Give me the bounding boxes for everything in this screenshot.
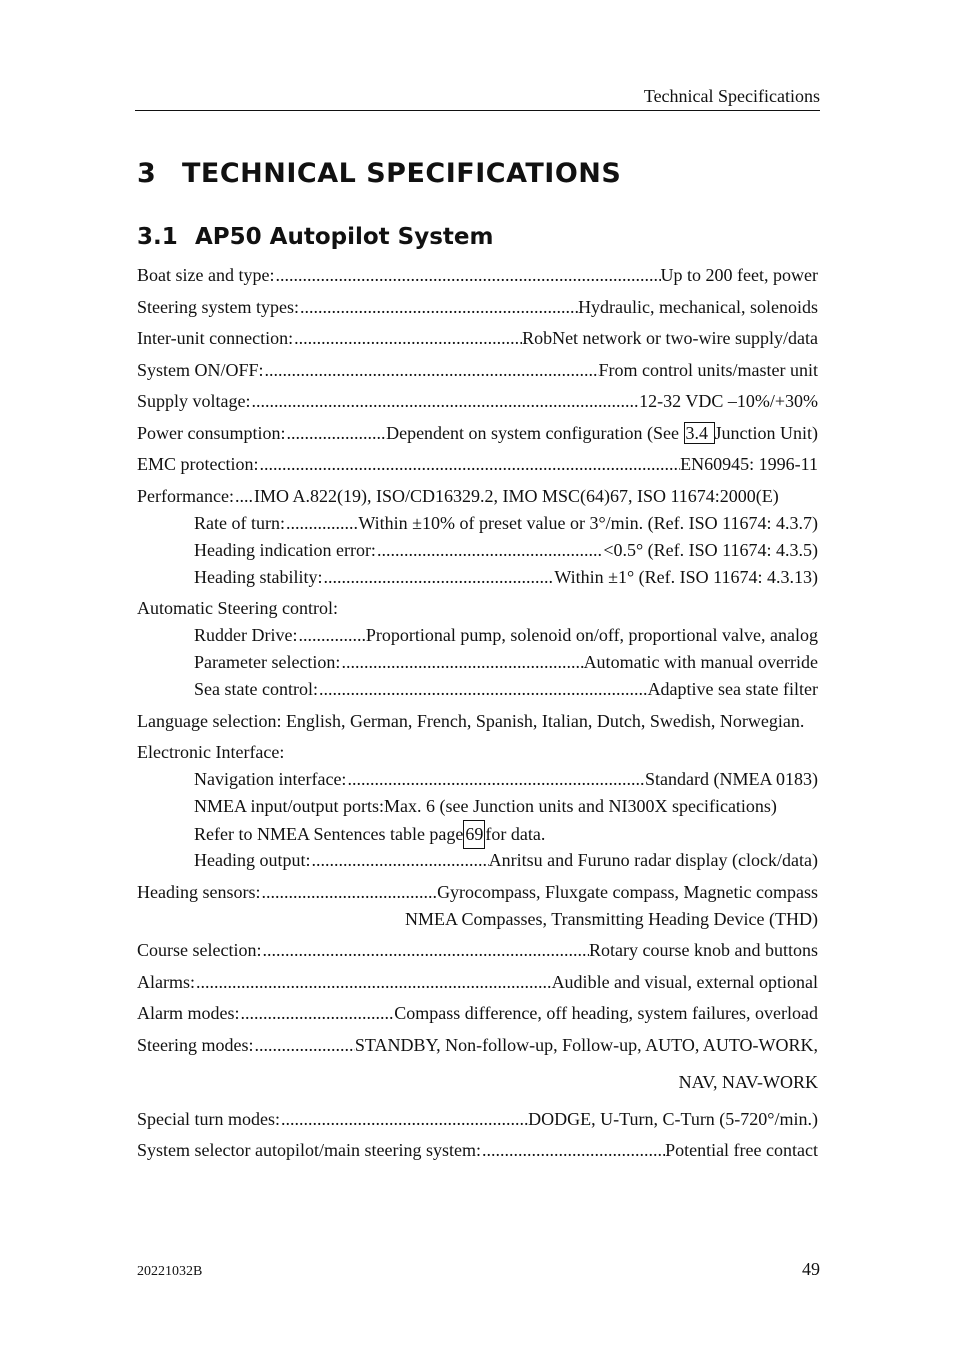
spec-special-turn — [137, 1106, 818, 1133]
chapter-number: 3 — [137, 158, 157, 189]
spec-rudder-drive — [194, 622, 818, 649]
leader-dots — [264, 357, 599, 384]
section-title: AP50 Autopilot System — [195, 224, 494, 250]
spec-label: Rate of turn: — [194, 512, 285, 533]
spec-rate-of-turn — [194, 510, 818, 537]
spec-value: Compass difference, off heading, system failures, overload — [394, 1003, 818, 1023]
spec-label: Rudder Drive: — [194, 625, 298, 645]
page-number: 49 — [802, 1259, 820, 1279]
spec-nmea-ports — [194, 793, 818, 820]
spec-label: Inter-unit connection: — [137, 328, 294, 348]
leader-dots — [260, 879, 437, 906]
leader-dots — [280, 1106, 528, 1133]
spec-value: Audible and visual, external optional — [551, 971, 818, 992]
leader-dots — [318, 676, 648, 703]
spec-label: Power consumption: — [137, 422, 286, 443]
spec-heading-sensors — [137, 879, 818, 906]
leader-dots — [261, 937, 589, 964]
spec-value: Within ±10% of preset value or 3°/min. (Ref. ISO 11674: 4.3.7) — [358, 512, 818, 533]
spec-label: Special turn modes: — [137, 1108, 280, 1129]
spec-value: Proportional pump, solenoid on/off, proportional valve, analog — [365, 625, 818, 645]
spec-label: Steering modes: — [137, 1034, 254, 1055]
spec-label: Heading sensors: — [137, 881, 261, 902]
spec-auto-steering — [137, 595, 818, 622]
spec-inter-unit — [137, 325, 818, 352]
leader-dots — [297, 622, 365, 649]
spec-value: Standard (NMEA 0183) — [645, 769, 818, 789]
spec-system-selector — [137, 1137, 818, 1164]
spec-steering-types — [137, 294, 818, 321]
spec-text: for data. — [485, 824, 546, 844]
leader-dots — [253, 1032, 354, 1059]
leader-dots — [285, 510, 358, 537]
page-reference-link[interactable]: 69 — [463, 820, 485, 849]
spec-language — [137, 708, 818, 735]
spec-value: <0.5° (Ref. ISO 11674: 4.3.5) — [603, 539, 818, 560]
spec-label: Electronic Interface: — [137, 742, 285, 762]
spec-nmea-reference — [194, 820, 818, 847]
spec-value: RobNet network or two-wire supply/data — [522, 328, 818, 348]
leader-dots — [251, 388, 640, 415]
section-heading — [137, 224, 493, 250]
header-rule — [135, 110, 820, 111]
spec-sea-state — [194, 676, 818, 703]
spec-label: NMEA input/output ports: — [194, 796, 385, 816]
spec-steering-modes — [137, 1032, 818, 1059]
spec-performance — [137, 483, 818, 510]
spec-heading-sensors-cont — [137, 906, 818, 933]
spec-value: IMO A.822(19), ISO/CD16329.2, IMO MSC(64)67, ISO 11674:2000(E) — [253, 485, 779, 506]
spec-label: System ON/OFF: — [137, 359, 264, 380]
spec-value: From control units/master unit — [598, 359, 818, 380]
leader-dots — [346, 766, 645, 793]
leader-dots — [310, 847, 488, 874]
spec-value-text: Junction Unit) — [714, 422, 818, 443]
spec-power-consumption — [137, 420, 818, 447]
leader-dots — [286, 420, 387, 447]
spec-label: Boat size and type: — [137, 265, 275, 285]
spec-value — [386, 420, 818, 447]
spec-boat-size — [137, 262, 818, 289]
spec-value: Gyrocompass, Fluxgate compass, Magnetic compass — [437, 881, 818, 902]
leader-dots — [340, 649, 583, 676]
spec-value: Potential free contact — [665, 1140, 818, 1160]
spec-value: Hydraulic, mechanical, solenoids — [578, 296, 818, 317]
spec-electronic-interface — [137, 739, 818, 766]
spec-value: NAV, NAV-WORK — [678, 1071, 818, 1092]
spec-label: Alarms: — [137, 971, 195, 992]
spec-course-selection — [137, 937, 818, 964]
leader-dots — [234, 483, 254, 510]
spec-heading-stability — [194, 564, 818, 591]
spec-parameter-selection — [194, 649, 818, 676]
leader-dots — [376, 537, 603, 564]
spec-value: Max. 6 (see Junction units and NI300X specifications) — [384, 796, 777, 816]
spec-value: Within ±1° (Ref. ISO 11674: 4.3.13) — [554, 566, 818, 587]
section-number: 3.1 — [137, 224, 178, 250]
spec-label: Performance: — [137, 485, 234, 506]
spec-value: NMEA Compasses, Transmitting Heading Device (THD) — [405, 908, 818, 929]
leader-dots — [195, 969, 552, 996]
spec-value: Adaptive sea state filter — [647, 679, 818, 699]
spec-label: Automatic Steering control: — [137, 598, 338, 618]
leader-dots — [293, 325, 522, 352]
spec-label: Steering system types: — [137, 296, 299, 317]
spec-value: Anritsu and Furuno radar display (clock/data) — [488, 850, 818, 870]
spec-steering-modes-cont — [137, 1069, 818, 1096]
spec-label: Alarm modes: — [137, 1003, 240, 1023]
spec-value: STANDBY, Non-follow-up, Follow-up, AUTO, AUTO-WORK, — [354, 1034, 818, 1055]
spec-value-text: Dependent on system configuration (See — [386, 422, 684, 443]
spec-heading-indication — [194, 537, 818, 564]
spec-navigation-interface — [194, 766, 818, 793]
spec-text: Language selection: English, German, French, Spanish, Italian, Dutch, Swedish, Norwegian. — [137, 710, 805, 731]
spec-value: Up to 200 feet, power — [660, 265, 818, 285]
spec-value: 12-32 VDC –10%/+30% — [639, 391, 818, 411]
spec-label: Navigation interface: — [194, 769, 347, 789]
spec-label: Parameter selection: — [194, 652, 341, 672]
leader-dots — [239, 1000, 394, 1027]
spec-value: Rotary course knob and buttons — [589, 940, 818, 960]
spec-value: Automatic with manual override — [583, 652, 818, 672]
leader-dots — [258, 451, 680, 478]
leader-dots — [299, 294, 578, 321]
spec-alarms — [137, 969, 818, 996]
spec-heading-output — [194, 847, 818, 874]
spec-label: Sea state control: — [194, 679, 318, 699]
leader-dots — [481, 1137, 665, 1164]
spec-label: EMC protection: — [137, 454, 259, 474]
spec-label: Heading stability: — [194, 566, 323, 587]
document-number: 20221032B — [137, 1264, 203, 1279]
spec-emc — [137, 451, 818, 478]
chapter-heading — [137, 158, 621, 189]
spec-on-off — [137, 357, 818, 384]
spec-label: Heading indication error: — [194, 539, 376, 560]
cross-reference-link[interactable]: 3.4 — [685, 422, 713, 443]
spec-text: Refer to NMEA Sentences table page — [194, 824, 464, 844]
spec-label: Heading output: — [194, 850, 311, 870]
spec-alarm-modes — [137, 1000, 818, 1027]
leader-dots — [322, 564, 554, 591]
spec-value: EN60945: 1996-11 — [680, 454, 818, 474]
spec-label: System selector autopilot/main steering system: — [137, 1140, 481, 1160]
spec-label: Course selection: — [137, 940, 262, 960]
spec-value: DODGE, U-Turn, C-Turn (5-720°/min.) — [528, 1108, 818, 1129]
spec-supply-voltage — [137, 388, 818, 415]
running-header: Technical Specifications — [643, 86, 820, 106]
spec-label: Supply voltage: — [137, 391, 251, 411]
chapter-title: TECHNICAL SPECIFICATIONS — [182, 158, 622, 189]
spec-list — [137, 262, 818, 1164]
leader-dots — [274, 262, 660, 289]
